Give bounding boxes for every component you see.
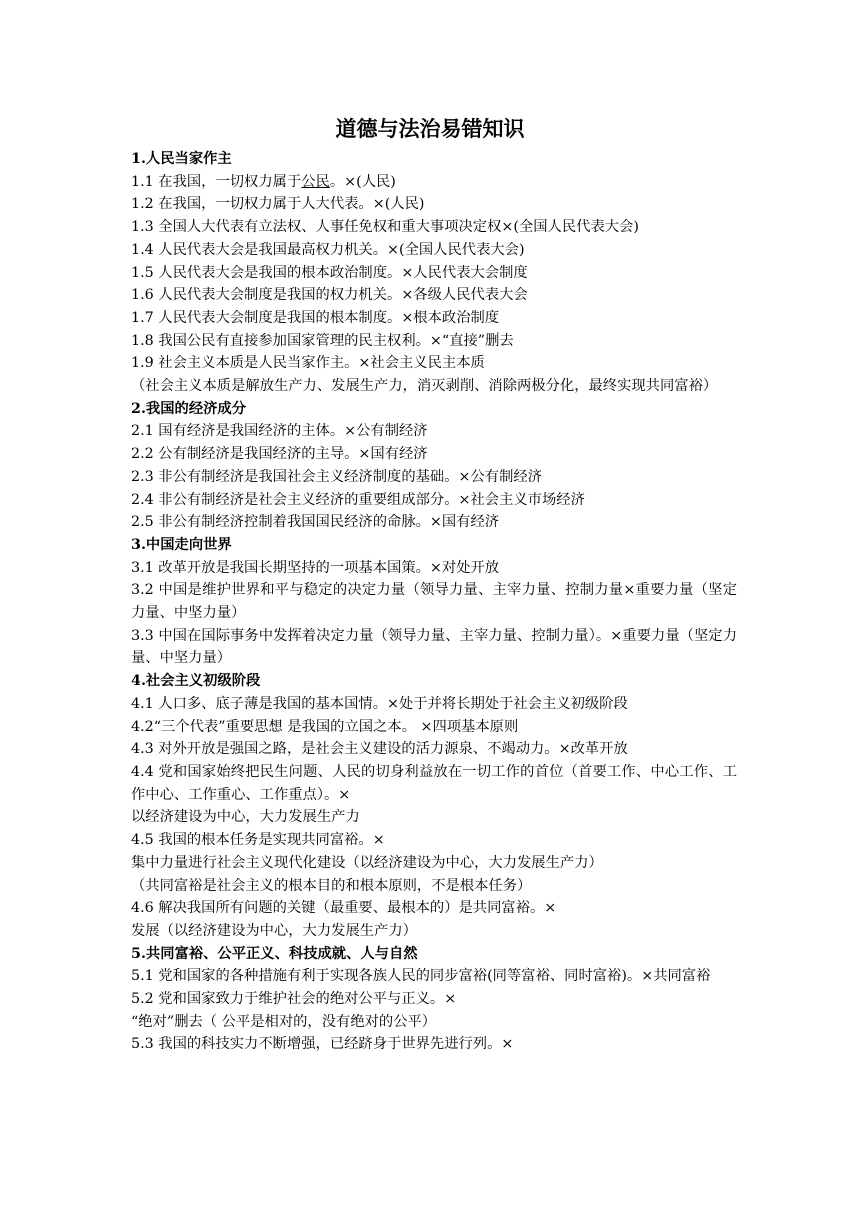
list-item: 3.2 中国是维护世界和平与稳定的决定力量（领导力量、主宰力量、控制力量×重要力量（坚定力量、中坚力量） [131, 582, 737, 622]
list-item: 1.8 我国公民有直接参加国家管理的民主权利。×“直接”删去 [131, 332, 514, 349]
section-heading: 2.我国的经济成分 [131, 400, 247, 417]
list-item: 5.1 党和国家的各种措施有利于实现各族人民的同步富裕(同等富裕、同时富裕)。×共同富裕 [131, 968, 711, 985]
section-heading: 5.共同富裕、公平正义、科技成就、人与自然 [131, 945, 418, 962]
list-item: 4.4 党和国家始终把民生问题、人民的切身利益放在一切工作的首位（首要工作、中心工作、工作中心、工作重心、工作重点）。× [131, 763, 737, 803]
list-item: 2.4 非公有制经济是社会主义经济的重要组成部分。×社会主义市场经济 [131, 491, 585, 508]
list-item: 5.3 我国的科技实力不断增强，已经跻身于世界先进行列。× [131, 1036, 514, 1053]
list-item: 4.5 我国的根本任务是实现共同富裕。× [131, 832, 385, 849]
document-title: 道德与法治易错知识 [335, 116, 525, 141]
list-item: 1.9 社会主义本质是人民当家作主。×社会主义民主本质 [131, 355, 485, 372]
list-item: 1.4 人民代表大会是我国最高权力机关。×(全国人民代表大会) [131, 241, 525, 258]
list-item: 2.2 公有制经济是我国经济的主导。×国有经济 [131, 446, 428, 463]
list-item: 5.2 党和国家致力于维护社会的绝对公平与正义。× [131, 991, 457, 1008]
list-item: 1.7 人民代表大会制度是我国的根本制度。×根本政治制度 [131, 309, 500, 326]
document-body [131, 148, 737, 1056]
item-1-1 [131, 171, 737, 194]
list-item: 4.2“三个代表”重要思想 是我国的立国之本。 ×四项基本原则 [131, 718, 519, 735]
section-heading: 1.人民当家作主 [131, 151, 232, 167]
list-item: 4.3 对外开放是强国之路，是社会主义建设的活力源泉、不竭动力。×改革开放 [131, 741, 628, 758]
list-item: 以经济建设为中心，大力发展生产力 [131, 809, 360, 826]
list-item: 1.5 人民代表大会是我国的根本政治制度。×人民代表大会制度 [131, 264, 528, 281]
section-heading: 4.社会主义初级阶段 [131, 673, 261, 690]
item-text: 。×(人民) [329, 173, 396, 190]
list-item: 4.6 解决我国所有问题的关键（最重要、最根本的）是共同富裕。× [131, 900, 557, 917]
list-item: 4.1 人口多、底子薄是我国的基本国情。×处于并将长期处于社会主义初级阶段 [131, 695, 628, 712]
item-text: 1.1 在我国，一切权力属于 [131, 173, 302, 190]
list-item: 集中力量进行社会主义现代化建设（以经济建设为中心，大力发展生产力） [131, 854, 603, 871]
list-item: 3.3 中国在国际事务中发挥着决定力量（领导力量、主宰力量、控制力量）。×重要力量（坚定力量、中坚力量） [131, 627, 737, 667]
note-paragraph: （社会主义本质是解放生产力、发展生产力，消灭剥削、消除两极分化，最终实现共同富裕） [131, 378, 718, 395]
list-item: 2.5 非公有制经济控制着我国国民经济的命脉。×国有经济 [131, 514, 500, 531]
list-item: 1.6 人民代表大会制度是我国的权力机关。×各级人民代表大会 [131, 287, 528, 304]
underlined-text: 公民 [301, 173, 330, 190]
list-item: “绝对”删去（ 公平是相对的，没有绝对的公平） [131, 1013, 437, 1030]
list-item: 1.3 全国人大代表有立法权、人事任免权和重大事项决定权×(全国人民代表大会) [131, 219, 639, 236]
list-item: 2.3 非公有制经济是我国社会主义经济制度的基础。×公有制经济 [131, 468, 542, 485]
section-heading: 3.中国走向世界 [131, 536, 232, 553]
list-item: 2.1 国有经济是我国经济的主体。×公有制经济 [131, 423, 428, 440]
list-item: 3.1 改革开放是我国长期坚持的一项基本国策。×对处开放 [131, 559, 500, 576]
list-item: 发展（以经济建设为中心，大力发展生产力） [131, 922, 417, 939]
list-item: （共同富裕是社会主义的根本目的和根本原则，不是根本任务） [131, 877, 532, 894]
list-item: 1.2 在我国，一切权力属于人大代表。×(人民) [131, 196, 425, 213]
